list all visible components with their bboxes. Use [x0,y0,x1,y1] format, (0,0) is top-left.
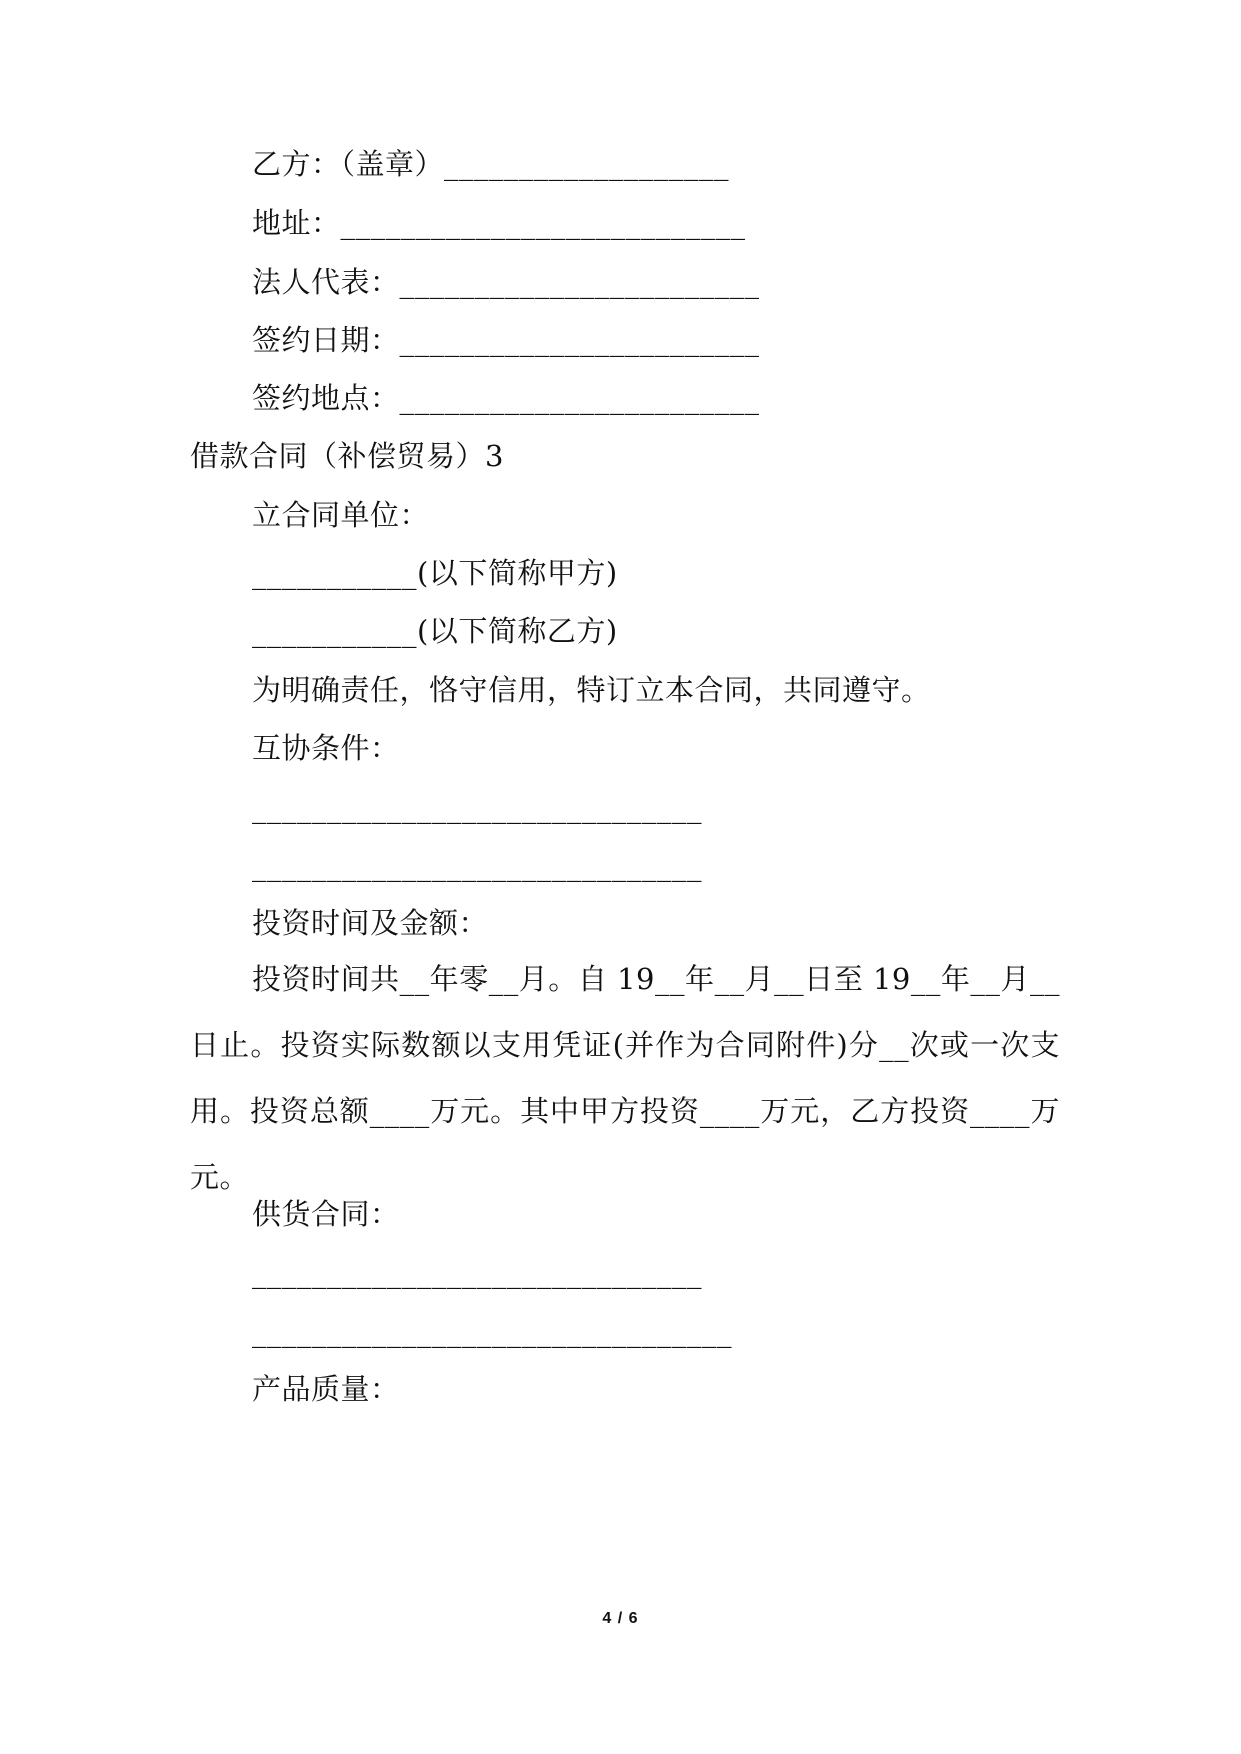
party-b-seal-line: 乙方：（盖章）___________________ [252,147,730,181]
sign-place-line: 签约地点：________________________ [252,381,760,415]
supply-label: 供货合同： [252,1197,400,1231]
mutual-terms-blank-2: ______________________________ [252,848,702,882]
quality-label: 产品质量： [252,1372,400,1406]
page-number: 4 / 6 [602,1610,639,1627]
investment-paragraph: 投资时间共__年零__月。自 19__年__月__日至 19__年__月__日止。投资实际数额以支用凭证(并作为合同附件)分__次或一次支用。投资总额____万元。其中甲方投资____万元，乙方投资____万元。 [190,962,1060,1194]
sign-date-line: 签约日期：________________________ [252,323,760,357]
investment-label: 投资时间及金额： [252,906,489,940]
section-title: 借款合同（补偿贸易）3 [190,439,504,473]
party-b-line: ___________(以下简称乙方) [252,614,618,648]
supply-blank-1: ______________________________ [252,1255,702,1289]
legal-rep-line: 法人代表：________________________ [252,265,760,299]
party-a-line: ___________(以下简称甲方) [252,556,618,590]
supply-blank-2: ________________________________ [252,1314,732,1348]
address-line: 地址：___________________________ [252,206,746,240]
contracting-units-label: 立合同单位： [252,498,430,532]
mutual-terms-label: 互协条件： [252,731,400,765]
preamble: 为明确责任，恪守信用，特订立本合同，共同遵守。 [252,673,931,707]
mutual-terms-blank-1: ______________________________ [252,790,702,824]
